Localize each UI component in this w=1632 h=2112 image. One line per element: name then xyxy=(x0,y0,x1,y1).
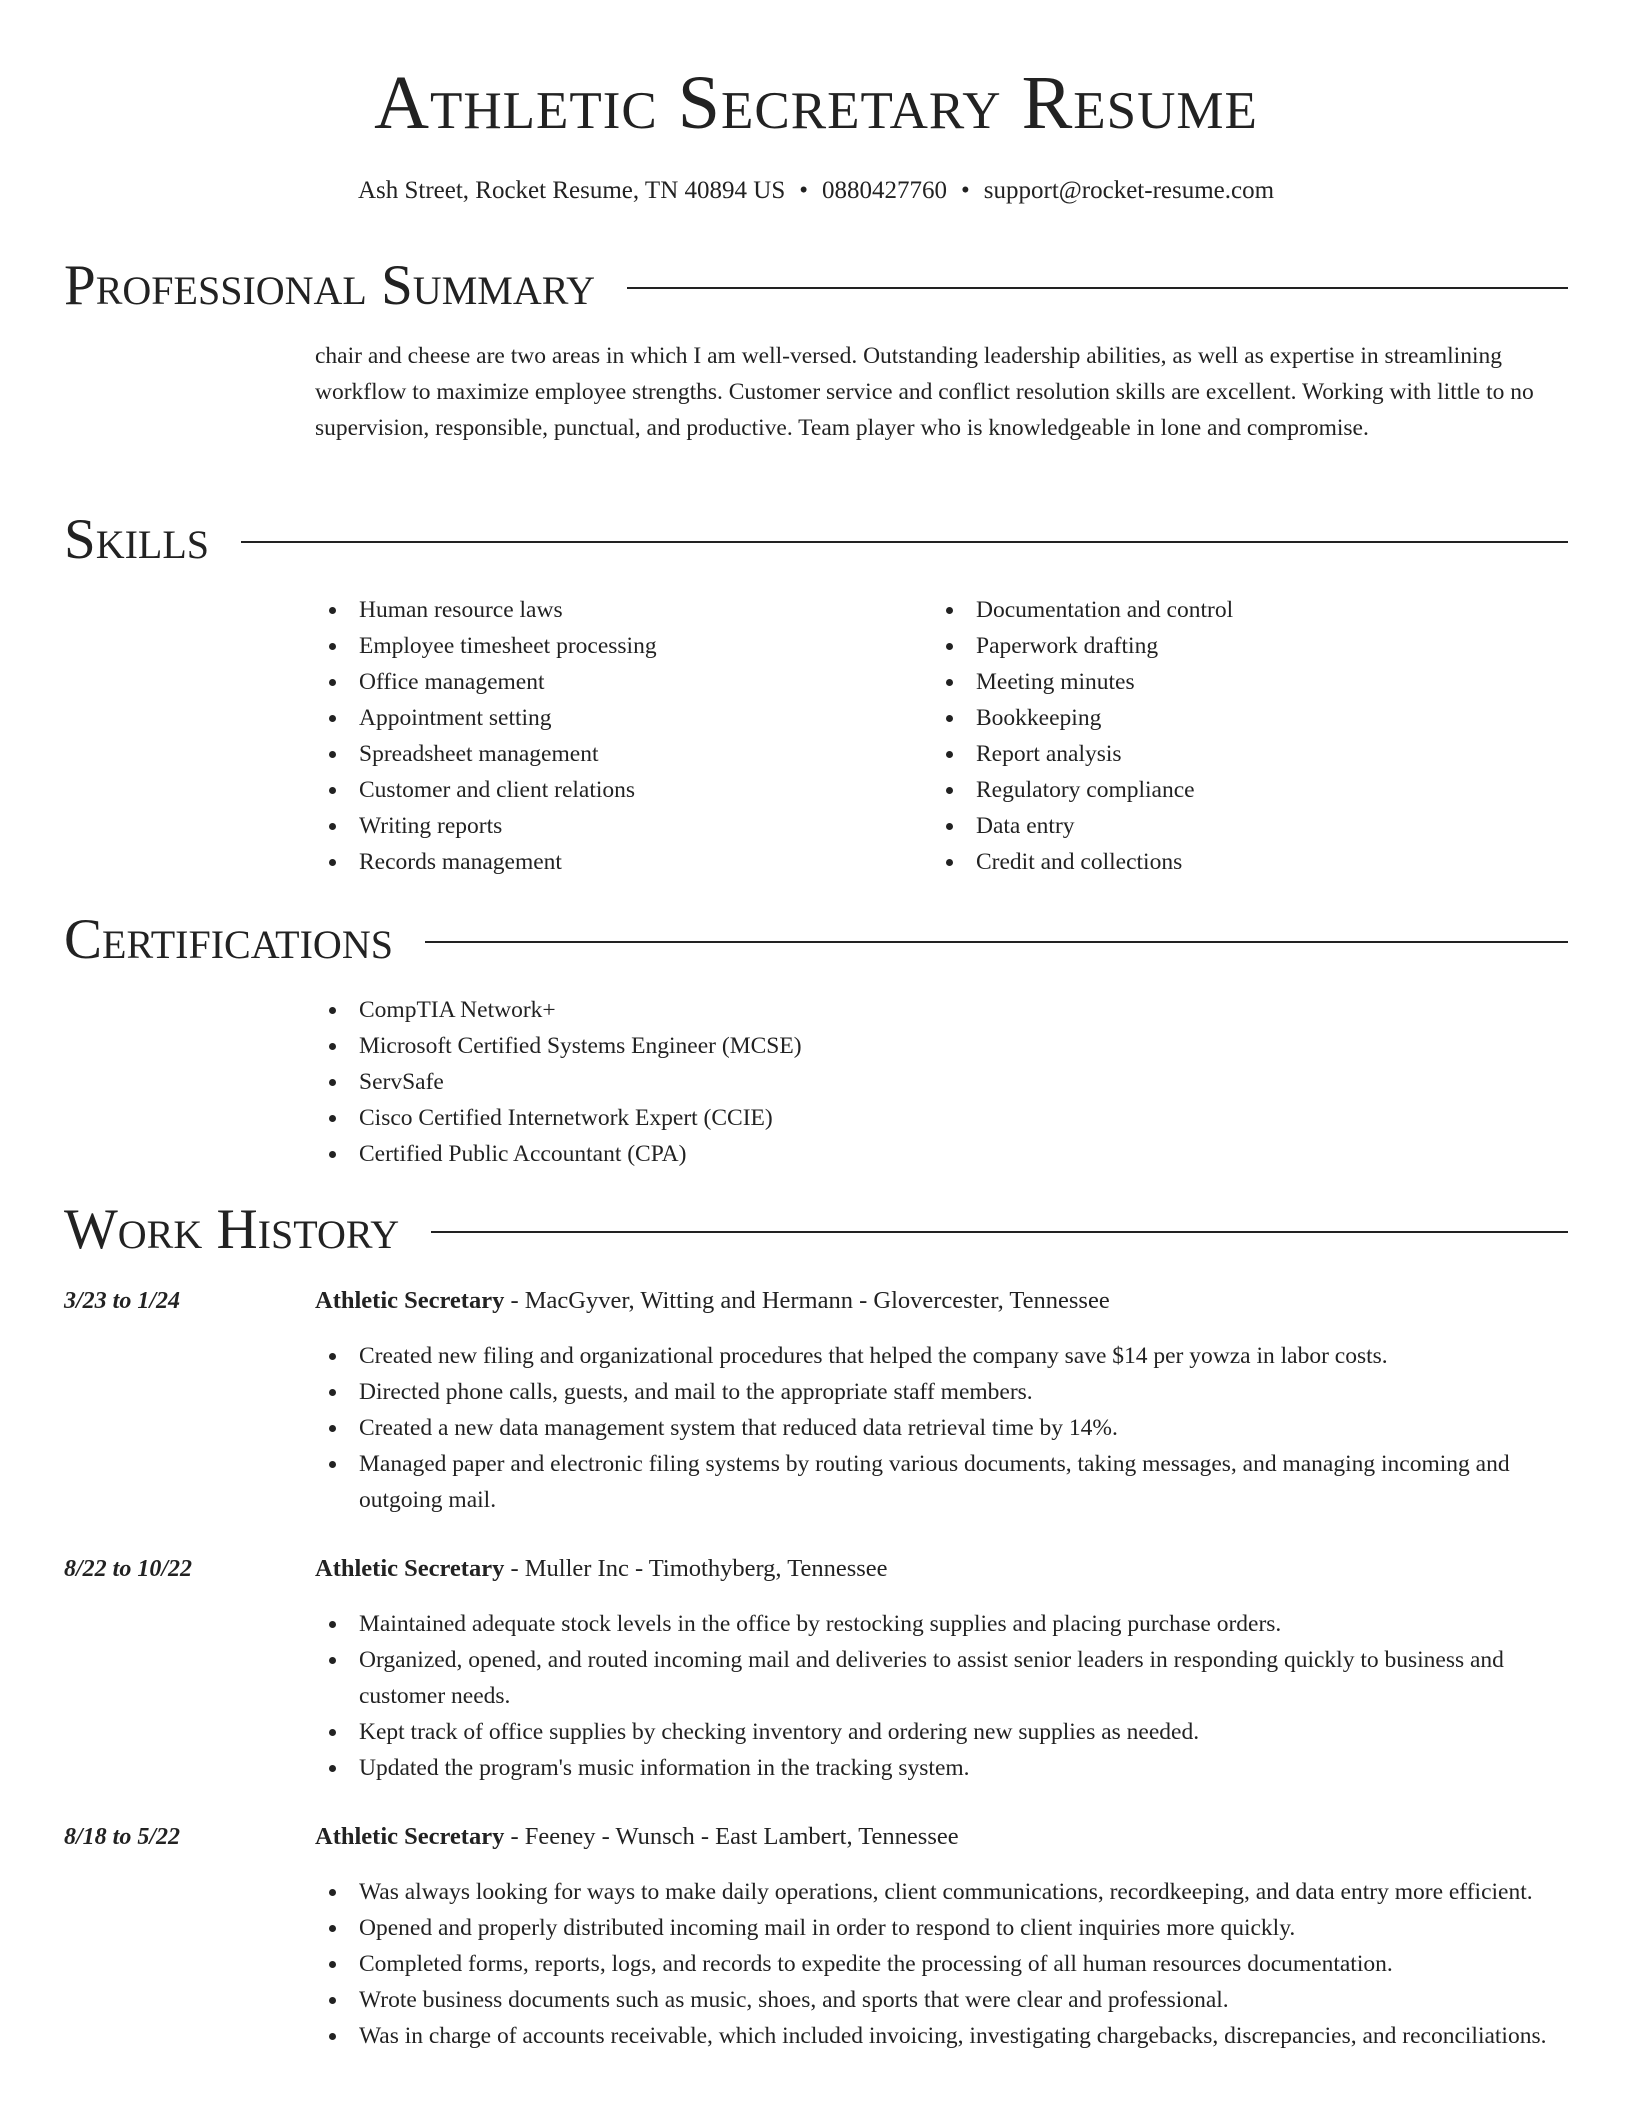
skills-list-right xyxy=(932,592,1233,880)
job-duty-item: Created a new data management system that reduced data retrieval time by 14%. xyxy=(315,1410,1570,1446)
job-dates: 8/18 to 5/22 xyxy=(64,1824,181,1850)
skill-item: Spreadsheet management xyxy=(315,736,657,772)
skill-item: Records management xyxy=(315,844,657,880)
contact-separator: • xyxy=(961,177,970,204)
contact-separator: • xyxy=(799,177,808,204)
section-heading: Professional Summary xyxy=(64,254,596,317)
job-duty-item: Maintained adequate stock levels in the office by restocking supplies and placing purchase orders. xyxy=(315,1606,1570,1642)
resume-title: Athletic Secretary Resume xyxy=(374,61,1258,145)
certification-item: Microsoft Certified Systems Engineer (MCSE) xyxy=(315,1028,802,1064)
job-role: Athletic Secretary xyxy=(315,1823,505,1850)
job-role: Athletic Secretary xyxy=(315,1555,505,1582)
certification-item: Cisco Certified Internetwork Expert (CCIE) xyxy=(315,1100,802,1136)
job-employer: - Feeney - Wunsch - East Lambert, Tennessee xyxy=(504,1823,959,1850)
job-heading xyxy=(315,1284,1110,1318)
section-work-history xyxy=(64,1198,1568,1262)
job-duty-item: Created new filing and organizational procedures that helped the company save $14 per yowza in labor costs. xyxy=(315,1338,1570,1374)
section-heading: Certifications xyxy=(64,908,393,971)
skill-item: Credit and collections xyxy=(932,844,1233,880)
skill-item: Employee timesheet processing xyxy=(315,628,657,664)
contact-line xyxy=(0,174,1632,208)
certification-item: Certified Public Accountant (CPA) xyxy=(315,1136,802,1172)
skill-item: Paperwork drafting xyxy=(932,628,1233,664)
certification-item: CompTIA Network+ xyxy=(315,992,802,1028)
section-certifications xyxy=(64,908,1568,972)
job-duty-item: Managed paper and electronic filing systems by routing various documents, taking messages, and managing incoming and outgoing mail. xyxy=(315,1446,1570,1518)
skill-item: Data entry xyxy=(932,808,1233,844)
job-role: Athletic Secretary xyxy=(315,1287,505,1314)
job-duty-item: Was always looking for ways to make daily operations, client communications, recordkeeping, and data entry more efficient. xyxy=(315,1874,1570,1910)
job-duty-item: Updated the program's music information in the tracking system. xyxy=(315,1750,1570,1786)
summary-text: chair and cheese are two areas in which I am well-versed. Outstanding leadership abilities, as well as expertise in streamlining workflow to maximize employee strengths. Customer service and conflict resolution skills are excellent. Working with little to no supervision, responsible, punctual, and productive. Team player who is knowledgeable in lone and compromise. xyxy=(315,343,1534,441)
job-employer: - MacGyver, Witting and Hermann - Glovercester, Tennessee xyxy=(504,1287,1110,1314)
contact-phone: 0880427760 xyxy=(822,177,947,204)
job-duties-list xyxy=(315,1606,1570,1786)
certification-item: ServSafe xyxy=(315,1064,802,1100)
job-duties-list xyxy=(315,1874,1570,2054)
skills-list-left xyxy=(315,592,657,880)
job-dates: 3/23 to 1/24 xyxy=(64,1288,181,1314)
job-duty-item: Completed forms, reports, logs, and records to expedite the processing of all human resources documentation. xyxy=(315,1946,1570,1982)
section-heading: Skills xyxy=(64,508,210,571)
skill-item: Human resource laws xyxy=(315,592,657,628)
contact-email: support@rocket-resume.com xyxy=(983,177,1275,204)
skill-item: Bookkeeping xyxy=(932,700,1233,736)
skill-item: Writing reports xyxy=(315,808,657,844)
job-duty-item: Kept track of office supplies by checking inventory and ordering new supplies as needed. xyxy=(315,1714,1570,1750)
job-duties-list xyxy=(315,1338,1570,1518)
job-dates: 8/22 to 10/22 xyxy=(64,1556,193,1582)
skill-item: Customer and client relations xyxy=(315,772,657,808)
contact-address: Ash Street, Rocket Resume, TN 40894 US xyxy=(357,177,786,204)
job-duty-item: Directed phone calls, guests, and mail to the appropriate staff members. xyxy=(315,1374,1570,1410)
certifications-list xyxy=(315,992,802,1172)
section-skills xyxy=(64,508,1568,572)
skill-item: Office management xyxy=(315,664,657,700)
job-duty-item: Wrote business documents such as music, shoes, and sports that were clear and professional. xyxy=(315,1982,1570,2018)
skill-item: Report analysis xyxy=(932,736,1233,772)
skill-item: Documentation and control xyxy=(932,592,1233,628)
skill-item: Appointment setting xyxy=(315,700,657,736)
section-divider xyxy=(425,941,1568,943)
section-heading: Work History xyxy=(64,1198,400,1261)
section-divider xyxy=(431,1231,1568,1233)
job-heading xyxy=(315,1552,888,1586)
section-divider xyxy=(241,541,1568,543)
section-divider xyxy=(627,287,1568,289)
skill-item: Meeting minutes xyxy=(932,664,1233,700)
section-professional-summary xyxy=(64,254,1568,318)
skill-item: Regulatory compliance xyxy=(932,772,1233,808)
job-heading xyxy=(315,1820,959,1854)
job-duty-item: Opened and properly distributed incoming mail in order to respond to client inquiries more quickly. xyxy=(315,1910,1570,1946)
job-duty-item: Organized, opened, and routed incoming mail and deliveries to assist senior leaders in responding quickly to business and customer needs. xyxy=(315,1642,1570,1714)
job-employer: - Muller Inc - Timothyberg, Tennessee xyxy=(504,1555,888,1582)
job-duty-item: Was in charge of accounts receivable, which included invoicing, investigating chargebacks, discrepancies, and reconciliations. xyxy=(315,2018,1570,2054)
